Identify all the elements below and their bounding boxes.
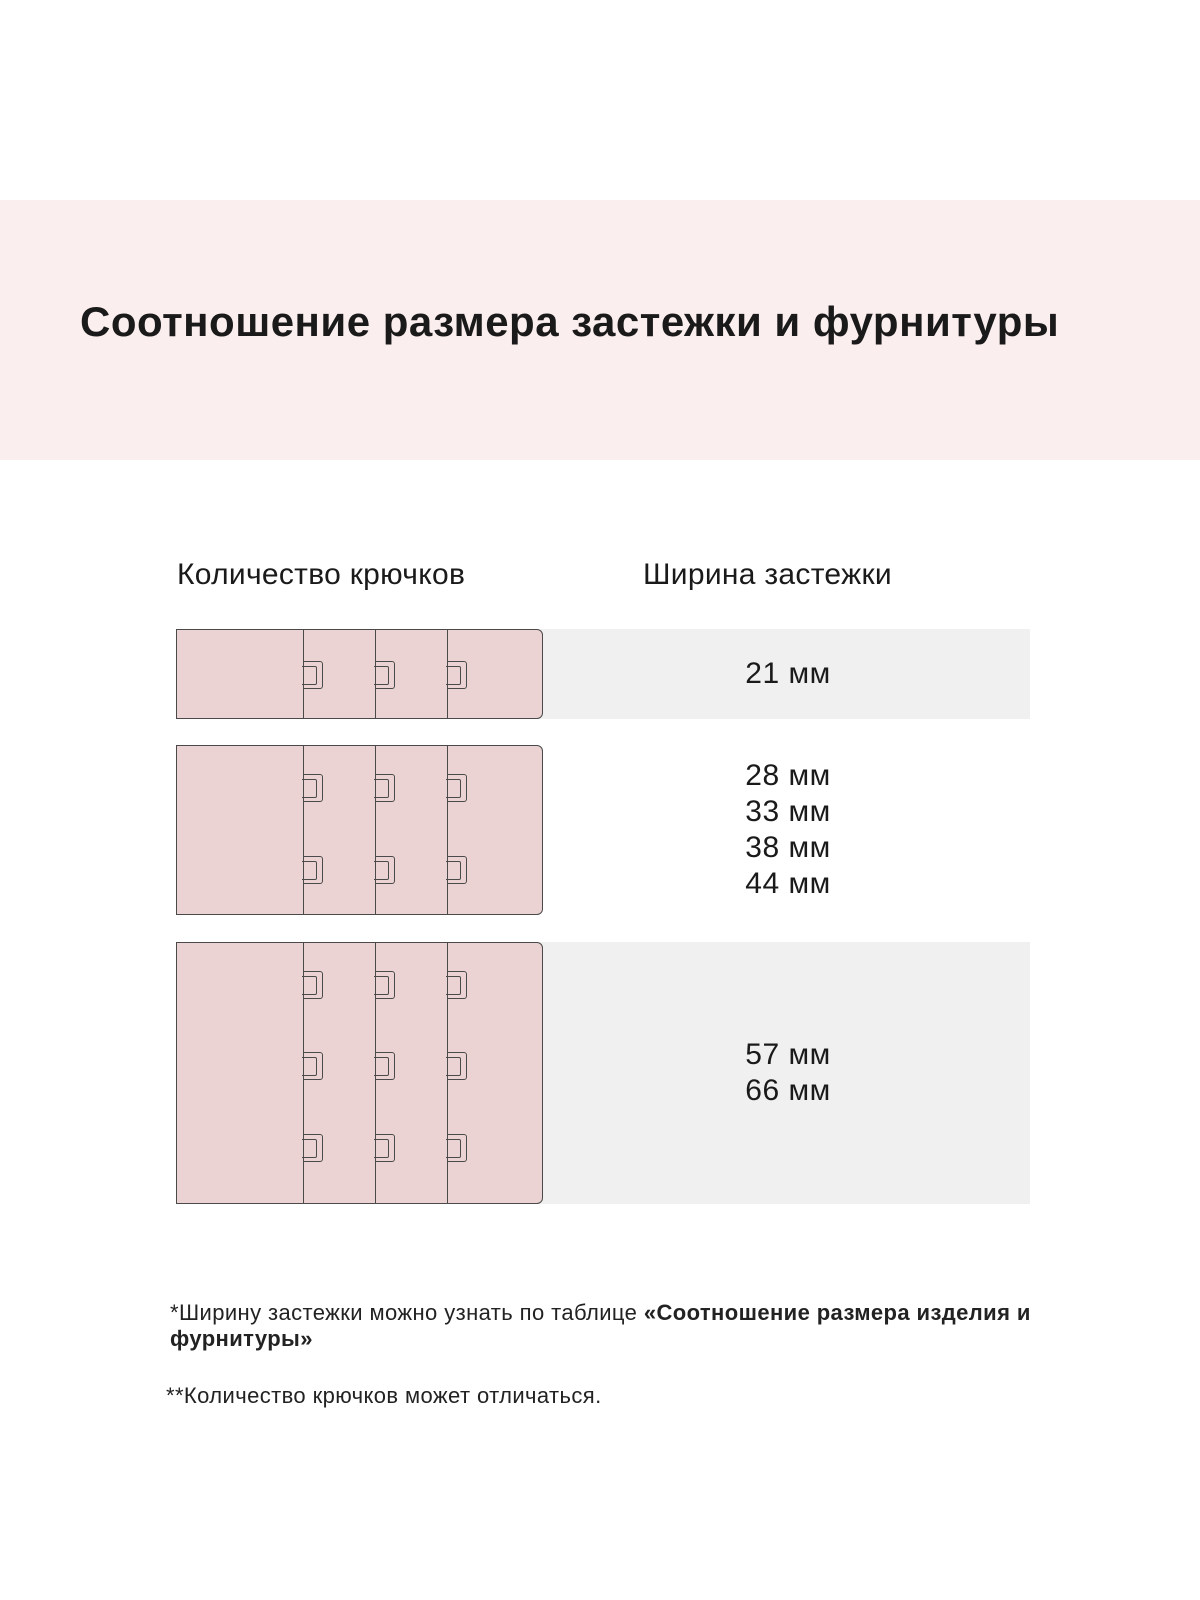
- hook-icon: [375, 971, 395, 999]
- hook-icon: [303, 661, 323, 689]
- column-header-width: Ширина застежки: [643, 558, 892, 591]
- page-title: Соотношение размера застежки и фурнитуры: [80, 298, 1060, 345]
- clasp-2-row-hooks-icon: [176, 745, 543, 915]
- hook-icon: [447, 661, 467, 689]
- hook-icon: [447, 774, 467, 802]
- width-value: 28 мм: [745, 759, 831, 792]
- table-row: [176, 942, 1030, 1204]
- table-row: [176, 629, 1030, 719]
- width-value: 21 мм: [745, 657, 831, 690]
- hook-icon: [447, 1052, 467, 1080]
- hook-icon: [375, 774, 395, 802]
- column-header-hooks: Количество крючков: [177, 558, 466, 591]
- title-banner: [0, 200, 1200, 460]
- width-values: [546, 745, 1030, 915]
- hook-icon: [303, 774, 323, 802]
- hook-icon: [447, 856, 467, 884]
- width-values: [546, 942, 1030, 1204]
- hook-icon: [447, 1134, 467, 1162]
- hook-icon: [303, 1134, 323, 1162]
- hook-icon: [303, 971, 323, 999]
- clasp-3-row-hooks-icon: [176, 942, 543, 1204]
- footnote-width-table-ref: «Соотношение размера изделия и фурнитуры»: [170, 1300, 1031, 1351]
- width-value: 66 мм: [745, 1074, 831, 1107]
- hook-icon: [303, 1052, 323, 1080]
- hook-icon: [447, 971, 467, 999]
- hook-icon: [375, 1134, 395, 1162]
- width-value: 57 мм: [745, 1038, 831, 1071]
- hook-icon: [375, 1052, 395, 1080]
- hook-icon: [375, 661, 395, 689]
- footnote-width: [170, 1300, 1050, 1352]
- width-value: 38 мм: [745, 831, 831, 864]
- hook-icon: [303, 856, 323, 884]
- width-value: 44 мм: [745, 867, 831, 900]
- clasp-1-row-hooks-icon: [176, 629, 543, 719]
- footnote-width-text: *Ширину застежки можно узнать по таблице: [170, 1300, 644, 1325]
- width-values: [546, 629, 1030, 719]
- width-value: 33 мм: [745, 795, 831, 828]
- table-row: [176, 745, 1030, 915]
- footnote-hooks: **Количество крючков может отличаться.: [166, 1383, 602, 1408]
- hook-icon: [375, 856, 395, 884]
